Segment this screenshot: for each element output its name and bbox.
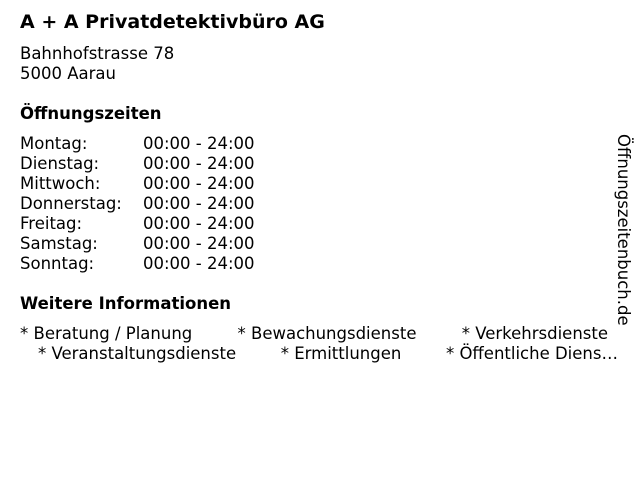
service-item: * Beratung / Planung <box>20 324 193 343</box>
hours-row <box>20 134 255 154</box>
business-name: A + A Privatdetektivbüro AG <box>20 11 325 33</box>
street-address: Bahnhofstrasse 78 <box>20 44 175 63</box>
service-item: * Ermittlungen <box>280 344 402 363</box>
service-list <box>20 324 620 364</box>
time-range: 00:00 - 24:00 <box>143 234 255 253</box>
time-range: 00:00 - 24:00 <box>143 174 255 193</box>
hours-row <box>20 254 255 274</box>
day-label: Samstag: <box>20 234 98 253</box>
time-range: 00:00 - 24:00 <box>143 254 255 273</box>
site-watermark: Öffnungszeitenbuch.de <box>614 134 633 326</box>
service-item: * Veranstaltungsdienste <box>38 344 237 363</box>
time-range: 00:00 - 24:00 <box>143 214 255 233</box>
service-item: * Verkehrsdienste <box>461 324 608 343</box>
service-item: * Öffentliche Diens… <box>445 344 618 363</box>
hours-row <box>20 234 255 254</box>
opening-hours-table <box>20 134 255 274</box>
time-range: 00:00 - 24:00 <box>143 134 255 153</box>
day-label: Donnerstag: <box>20 194 122 213</box>
service-row <box>20 324 608 344</box>
time-range: 00:00 - 24:00 <box>143 154 255 173</box>
city-address: 5000 Aarau <box>20 64 116 83</box>
service-row <box>20 344 618 364</box>
time-range: 00:00 - 24:00 <box>143 194 255 213</box>
more-info-heading: Weitere Informationen <box>20 294 232 313</box>
day-label: Freitag: <box>20 214 83 233</box>
day-label: Mittwoch: <box>20 174 101 193</box>
service-item: * Bewachungsdienste <box>237 324 417 343</box>
hours-row <box>20 214 255 234</box>
hours-row <box>20 174 255 194</box>
hours-row <box>20 194 255 214</box>
day-label: Sonntag: <box>20 254 95 273</box>
day-label: Dienstag: <box>20 154 100 173</box>
hours-row <box>20 154 255 174</box>
opening-hours-heading: Öffnungszeiten <box>20 104 162 123</box>
day-label: Montag: <box>20 134 88 153</box>
